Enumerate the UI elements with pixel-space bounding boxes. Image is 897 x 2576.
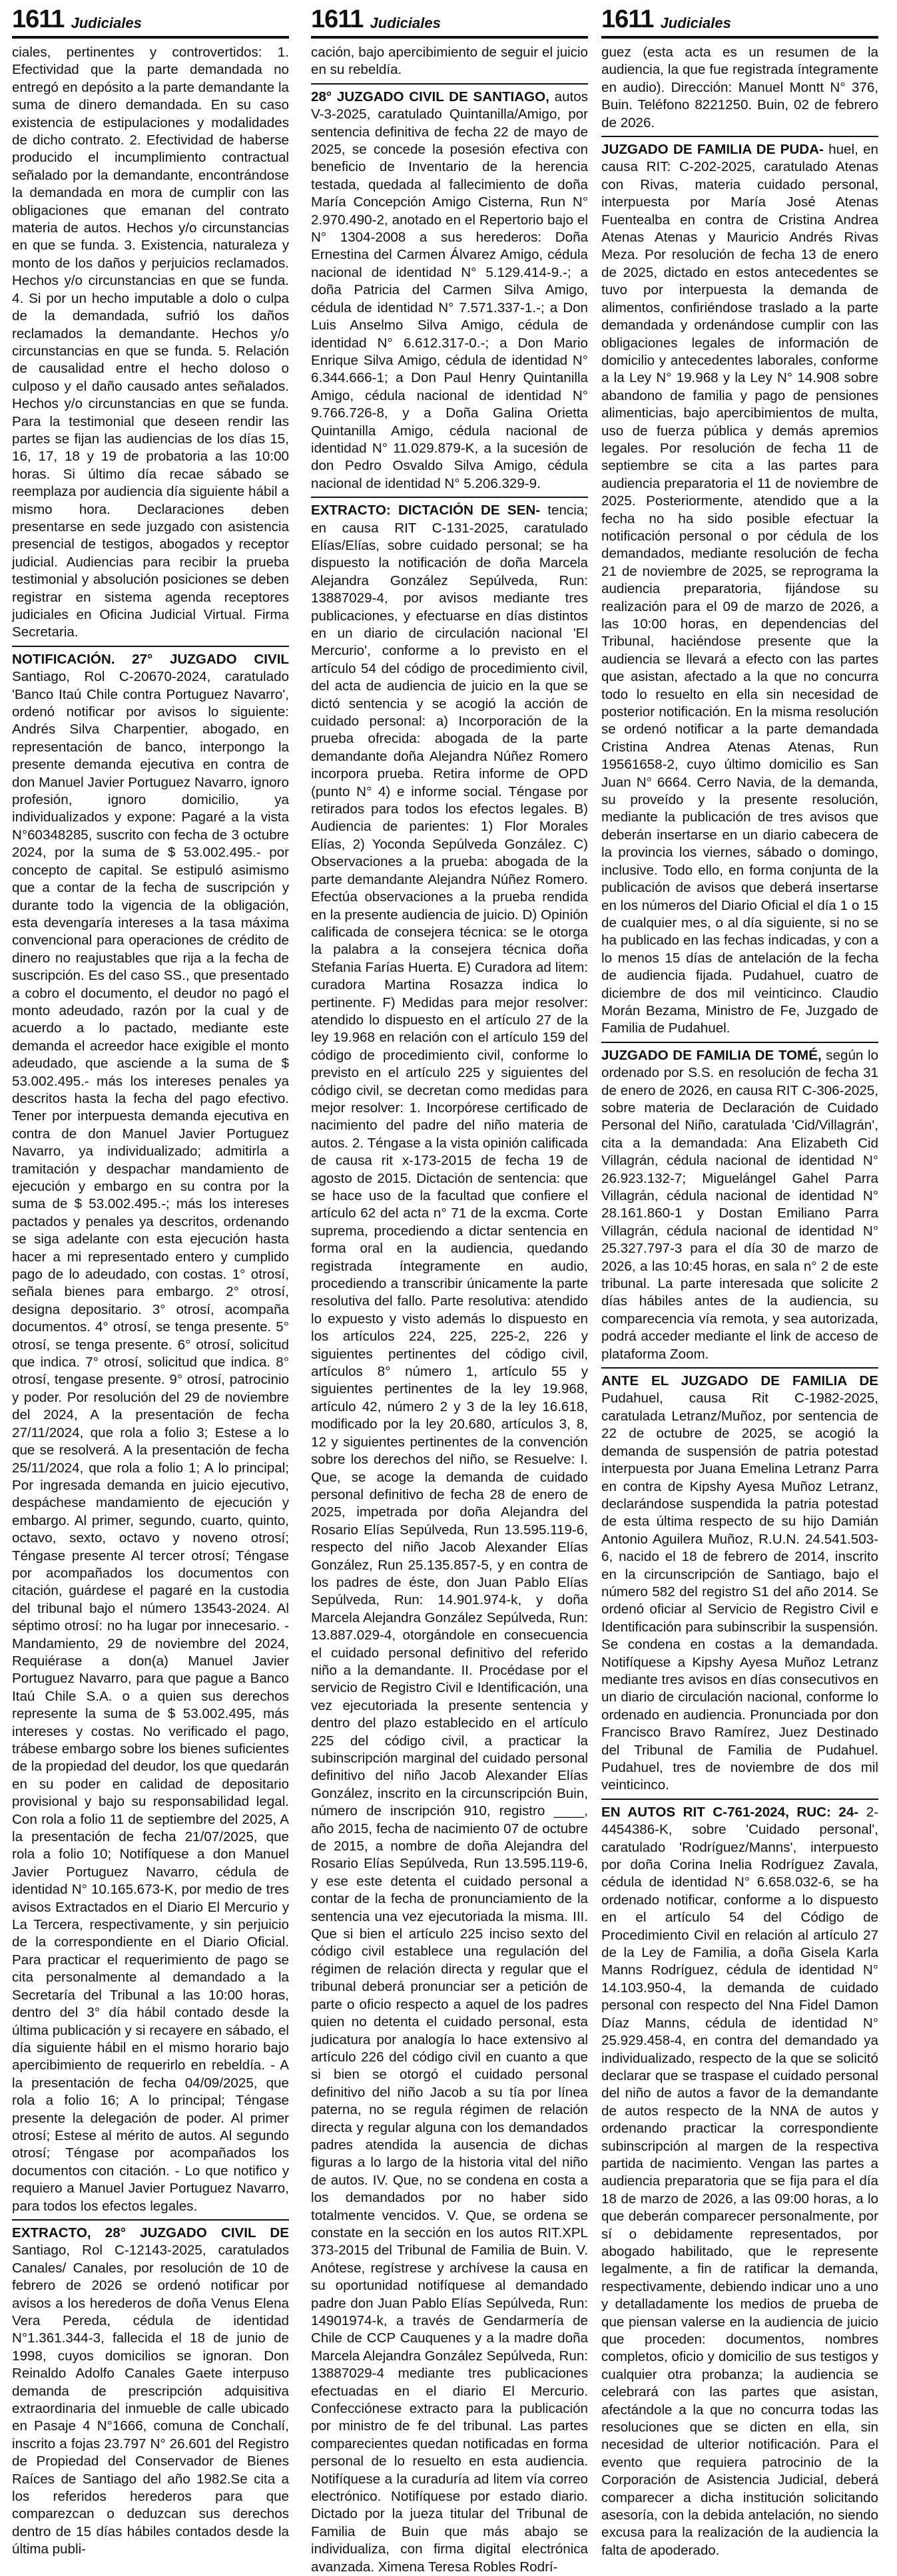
notice-body: 2-4454386-K, sobre 'Cuidado personal', caratulado 'Rodríguez/Manns', interpuesto por doña Corina Inelia Rodríguez Zavala, cédula de identidad N° 6.658.032-6, se ha ordenado notificar, conforme a lo dispuesto en el artículo 54 del Código de Procedimiento Civil en relación al artículo 27 de la Ley de Familia, a doña Gisela Karla Manns Rodríguez, cédula de identidad N° 14.103.950-4, la demanda de cuidado personal con respecto del Nna Fidel Damon Díaz Manns, cédula de identidad N° 25.929.458-4, en contra del demandado ya individualizado, respecto de la que se solicitó declarar que se traspase el cuidado personal del niño de autos a favor de la demandante de autos respecto de la NNA de autos y ordenando practicar la correspondiente subinscripción al margen de la respectiva partida de nacimiento. Vengan las partes a audiencia preparatoria que se fija para el día 18 de marzo de 2026, a las 09:00 horas, a lo que deberán comparecer personalmente, por sí o debidamente representados, por abogado habilitado, que le represente legalmente, a fin de ratificar la demanda, respectivamente, debiendo indicar uno a uno y detalladamente los medios de prueba de que piensan valerse en la audiencia de juicio que proceden: documentos, nombres completos, oficio y domicilio de sus testigos y cualquier otra probanza; la audiencia se celebrará con las partes que asistan, afectándole a la que no concurra todas las resoluciones que se dicten en ella, sin necesidad de ulterior notificación. Para el evento que requiera patrocinio de la Corporación de Asistencia Judicial, deberá comparecer a dicha institución solicitando asesoría, con la debida antelación, no siendo excusa para la realización de la audiencia la falta de apoderado. — [601, 1804, 878, 2558]
divider — [12, 646, 289, 647]
notice-head: JUZGADO DE FAMILIA DE TOMÉ, — [601, 1047, 822, 1063]
divider — [601, 136, 878, 137]
notice — [12, 2225, 289, 2559]
notice-text — [311, 89, 588, 493]
notice-body: huel, en causa RIT: C-202-2025, caratulado Atenas con Rivas, materia cuidado personal, interpuesta por María José Atenas Fuentealba en contra de Cristina Andrea Atenas Atenas y Mauricio Andrés Rivas Meza. Por resolución de fecha 13 de enero de 2025, dictado en estos antecedentes se tuvo por interpuesta la demanda de alimentos, confiriéndose traslado a la parte demandada y ordenándose cumplir con las obligaciones legales de información de domicilio y antecedentes laborales, conforme a la Ley N° 19.968 y la Ley N° 14.908 sobre abandono de familia y pago de pensiones alimenticias, bajo apercibimientos de multa, uso de fuerza pública y demás apremios legales. Por resolución de fecha 11 de septiembre se cita a las partes para audiencia preparatoria el 11 de noviembre de 2025. Posteriormente, atendido que a la fecha no ha sido posible efectuar la notificación personal o por cédula de los demandados, mediante resolución de fecha 21 de noviembre de 2025, se reprograma la audiencia preparatoria, fijándose su realización para el 09 de marzo de 2026, a las 10:00 horas, en dependencias del Tribunal, haciéndose presente que la audiencia se llevará a efecto con las partes que asistan, afectado a la que no concurra todo lo resuelto en ella sin necesidad de posterior notificación. En la misma resolución se ordenó notificar a la parte demandada Cristina Andrea Atenas Atenas, Run 19561658-2, cuyo último domicilio es San Juan N° 6664. Cerro Navia, de la demanda, su proveído y la presente resolución, mediante la publicación de tres avisos que deberán insertarse en un diario cabecera de la provincia los viernes, sábado o domingo, inclusive. Todo ello, en forma conjunta de la publicación de avisos que deberá insertarse en los números del Diario Oficial el día 1 o 15 de cualquier mes, o al día siguiente, si no se ha publicado en las fechas indicadas, y con a lo menos 15 días de antelación de la fecha de audiencia fijada. Pudahuel, cuatro de diciembre de dos mil veinticinco. Claudio Morán Bezama, Ministro de Fe, Juzgado de Familia de Pudahuel. — [601, 142, 878, 1036]
notice-head: EN AUTOS RIT C-761-2024, RUC: 24- — [601, 1804, 859, 1820]
notice-text — [311, 44, 588, 79]
notice-text — [601, 1804, 878, 2559]
column-1 — [12, 0, 289, 2557]
notice-text — [12, 2225, 289, 2559]
notice — [601, 141, 878, 1038]
section-title: Judiciales — [71, 15, 142, 31]
notice-head: 28° JUZGADO CIVIL DE SANTIAGO, — [311, 89, 549, 105]
notice-head: EXTRACTO: DICTACIÓN DE SEN- — [311, 503, 541, 519]
page-number: 1611 — [311, 5, 364, 33]
column-3 — [601, 0, 878, 2558]
page-header — [12, 0, 289, 39]
notice — [12, 44, 289, 642]
section-title: Judiciales — [370, 15, 441, 31]
notice — [601, 1804, 878, 2559]
page-number: 1611 — [12, 5, 65, 33]
notice-text — [601, 1373, 878, 1795]
divider — [601, 1367, 878, 1369]
page-number: 1611 — [601, 5, 654, 33]
notice — [601, 1373, 878, 1795]
notice — [311, 502, 588, 2576]
notice-body: Santiago, Rol C-20670-2024, caratulado 'Banco Itaú Chile contra Portuguez Navarro', ordenó notificar por avisos lo siguiente: Andrés Silva Charpentier, abogado, en representación de banco, interpongo la presente demanda ejecutiva en contra de don Manuel Javier Portuguez Navarro, ignoro profesión, ignoro domicilio, ya individualizados y expone: Pagaré a la vista N°60348285, suscrito con fecha de 3 octubre 2024, por la suma de $ 53.002.495.- por concepto de capital. Se estipuló asimismo que a contar de la fecha de suscripción y durante todo la vigencia de la obligación, esta devengaría intereses a la tasa máxima convencional para operaciones de crédito de dinero no reajustables que rija a la fecha de suscripción. Es del caso SS., que presentado a cobro el documento, el deudor no pagó el monto adeudado, razón por la cual y de acuerdo a lo pactado, mediante este demanda el acreedor hace exigible el monto adeudado, que asciende a la suma de $ 53.002.495.- más los intereses penales ya descritos hasta la fecha del pago efectivo. Tener por interpuesta demanda ejecutiva en contra de don Manuel Javier Portuguez Navarro, ya individualizado; admitirla a tramitación y despachar mandamiento de ejecución y embargo en su contra por la suma de $ 53.002.495.-; más los intereses pactados y penales ya descritos, ordenando se siga adelante con esta ejecución hasta hacer a mi representado entero y cumplido pago de lo adeudado, con costas. 1° otrosí, señala bienes para embargo. 2° otrosí, designa depositario. 3° otrosí, acompaña documentos. 4° otrosí, se tenga presente. 5° otrosí, se tenga presente. 6° otrosí, solicitud que indica. 7° otrosí, solicitud que indica. 8° otrosí, tengase presente. 9° otrosí, patrocinio y poder. Por resolución del 29 de noviembre del 2024, A la presentación de fecha 27/11/2024, que rola a folio 3; Estese a lo que se resolverá. A la presentación de fecha 25/11/2024, que rola a folio 1; A lo principal; Por ingresada demanda en juicio ejecutivo, despáchese mandamiento de ejecución y embargo. Al primer, segundo, cuarto, quinto, octavo, sexto, octavo y noveno otrosí; Téngase presente Al tercer otrosí; Téngase por acompañados los documentos con citación, guárdese el pagaré en la custodia del tribunal bajo el número 13543-2024. Al séptimo otrosí: no ha lugar por innecesario. - Mandamiento, 29 de noviembre del 2024, Requiérase a don(a) Manuel Javier Portuguez Navarro, para que pague a Banco Itaú Chile S.A. o a quien sus derechos represente la suma de $ 53.002.495, más intereses y costas. No verificado el pago, trábese embargo sobre los bienes suficientes de la propiedad del deudor, los que quedarán en su poder en calidad de depositario provisional y bajo su responsabilidad legal. Con rola a folio 11 de septiembre del 2025, A la presentación de fecha 21/07/2025, que rola a folio 10; Notifíquese a don Manuel Javier Portuguez Navarro, cédula de identidad N° 10.165.673-K, por medio de tres avisos Extractados en el Diario El Mercurio y La Tercera, respectivamente, y sin perjuicio de la correspondiente en el Diario Oficial. Para practicar el requerimiento de pago se cita personalmente al demandado a la Secretaría del Tribunal a las 10:00 horas, dentro del 3° día hábil contado desde la última publicación y si recayere en sábado, el día siguiente hábil en el mismo horario bajo apercibimiento de requerirlo en rebeldía. - A la presentación de fecha 04/09/2025, que rola a folio 16; A lo principal; Téngase presente la delegación de poder. Al primer otrosí; Estese al mérito de autos. Al segundo otrosí; Téngase por acompañados los documentos con citación. - Lo que notifico y requiero a Manuel Javier Portuguez Navarro, para todos los efectos legales. — [12, 669, 289, 2214]
divider — [311, 497, 588, 498]
notice-text — [12, 651, 289, 2215]
notice — [601, 1047, 878, 1363]
notice-head: NOTIFICACIÓN. 27° JUZGADO CIVIL — [12, 651, 289, 667]
notice-head: JUZGADO DE FAMILIA DE PUDA- — [601, 142, 824, 158]
notice-head: ANTE EL JUZGADO DE FAMILIA DE — [601, 1373, 878, 1389]
notice — [601, 44, 878, 132]
notice-text — [12, 44, 289, 642]
divider — [311, 83, 588, 85]
notice-head: EXTRACTO, 28° JUZGADO CIVIL DE — [12, 2225, 289, 2241]
divider — [601, 1042, 878, 1043]
notice-body: guez (esta acta es un resumen de la audiencia, la que fue registrada íntegramente en audio). Dirección: Manuel Montt N° 376, Buin. Teléfono 8221250. Buin, 02 de febrero de 2026. — [601, 45, 878, 130]
notice-text — [601, 141, 878, 1038]
divider — [12, 2219, 289, 2221]
section-title: Judiciales — [660, 15, 731, 31]
notice-body: Pudahuel, causa Rit C-1982-2025, caratulada Letranz/Muñoz, por sentencia de 22 de octubre de 2025, se acogió la demanda de suspensión de patria potestad interpuesta por Juana Emelina Letranz Parra en contra de Kipshy Ayesa Muñoz Letranz, declarándose suspendida la patria potestad de esta última respecto de su hijo Damián Antonio Aguilera Muñoz, R.U.N. 24.541.503-6, nacido el 18 de febrero de 2014, inscrito en la circunscripción de Santiago, bajo el número 582 del registro S1 del año 2014. Se ordenó oficiar al Servicio de Registro Civil e Identificación para subinscribir la suspensión. Se condena en costas a la demandada. Notifíquese a Kipshy Ayesa Muñoz Letranz mediante tres avisos en días consecutivos en un diario de circulación nacional, conforme lo ordenado en audiencia. Pronunciada por don Francisco Bravo Ramírez, Juez Destinado del Tribunal de Familia de Pudahuel. Pudahuel, tres de noviembre de dos mil veinticinco. — [601, 1391, 878, 1793]
notice-text — [601, 1047, 878, 1363]
column-2 — [311, 0, 588, 2575]
notice-body: tencia; en causa RIT C-131-2025, caratulado Elías/Elías, sobre cuidado personal; se ha dispuesto la notificación de doña Marcela Alejandra González Sepúlveda, Run: 13887029-4, por avisos mediante tres publicaciones, y efectuarse en días distintos en un diario de circulación nacional 'El Mercurio', conforme a lo previsto en el artículo 54 del código de procedimiento civil, del acta de audiencia de juicio en la que se dictó sentencia y se acogió la acción de cuidado personal: a) Incorporación de la prueba ofrecida: abogada de la parte demandante doña Alejandra Núñez Romero incorpora prueba. Retira informe de OPD (punto N° 4) e informe social. Téngase por retirados para todos los efectos legales. B) Audiencia de parientes: 1) Flor Morales Elías, 2) Yoconda Sepúlveda González. C) Observaciones a la prueba: abogada de la parte demandante Alejandra Núñez Romero. Efectúa observaciones a la prueba rendida en la presente audiencia de juicio. D) Opinión calificada de consejera técnica: se le otorga la palabra a la consejera técnica doña Stefania Farías Huerta. E) Curadora ad litem: curadora Martina Rosazza indica lo pertinente. F) Medidas para mejor resolver: atendido lo dispuesto en el artículo 27 de la ley 19.968 en relación con el artículo 159 del código de procedimiento civil, conforme lo previsto en el artículo 225 y siguientes del código civil, se decretan como medidas para mejor resolver: 1. Incorpórese certificado de nacimiento del padre del niño materia de autos. 2. Téngase a la vista opinión calificada de causa rit x-173-2015 de fecha 19 de agosto de 2015. Dictación de sentencia: que se hace uso de la facultad que confiere el artículo 62 del acta n° 71 de la excma. Corte suprema, procediendo a dictar sentencia en forma oral en la audiencia, quedando registrada íntegramente en audio, procediendo a transcribir únicamente la parte resolutiva del fallo. Parte resolutiva: atendido lo expuesto y visto además lo dispuesto en los artículos 224, 225, 225-2, 226 y siguientes pertinentes del código civil, artículos 8° número 1, artículo 55 y siguientes pertinentes de la ley 19.968, artículo 42, número 2 y 3 de la ley 16.618, modificado por la ley 20.680, artículos 3, 8, 12 y siguientes pertinentes de la convención sobre los derechos del niño, se Resuelve: I. Que, se acoge la demanda de cuidado personal definitivo de fecha 28 de enero de 2025, impetrada por doña Alejandra del Rosario Elías Sepúlveda, Run 13.595.119-6, respecto del niño Jacob Alexander Elías González, Run 25.135.857-5, y en contra de los padres de éste, don Juan Pablo Elías Sepúlveda, Run: 14.901.974-k, y doña Marcela Alejandra González Sepúlveda, Run: 13.887.029-4, otorgándole en consecuencia el cuidado personal definitivo del referido niño a la demandante. II. Procédase por el servicio de Registro Civil e Identificación, una vez ejecutoriada la presente sentencia y dentro del plazo establecido en el artículo 225 del código civil, a practicar la subinscripción marginal del cuidado personal definitivo del niño Jacob Alexander Elías González, inscrito en la circunscripción Buin, número de inscripción 910, registro ____, año 2015, fecha de nacimiento 07 de octubre de 2015, a nombre de doña Alejandra del Rosario Elías Sepúlveda, Run 13.595.119-6, y ese este detenta el cuidado personal a contar de la fecha de pronunciamiento de la sentencia una vez ejecutoriada la misma. III. Que si bien el artículo 225 inciso sexto del código civil establece una regulación del régimen de relación directa y regular que el tribunal deberá pronunciar ser a petición de parte o oficio respecto a aquel de los padres quien no detenta el cuidado personal, esta judicatura por analogía lo hace extensivo al artículo 226 del código civil en cuanto a que si bien se otorgó el cuidado personal definitivo del niño Jacob a su tía por línea paterna, no se regula régimen de relación directa y regular alguna con los demandados padres atendida la ausencia de dichas figuras a lo largo de la historia vital del niño de autos. IV. Que, no se condena en costa a los demandados por no haber sido totalmente vencidos. V. Que, se ordena se constate en la sección en los autos RIT.XPL 373-2015 del Tribunal de Familia de Buin. V. Anótese, regístrese y archívese la causa en su oportunidad notifíquese al demandado padre don Juan Pablo Elías Sepúlveda, Run: 14901974-k, a través de Gendarmería de Chile de CCP Cauquenes y a la madre doña Marcela Alejandra González Sepúlveda, Run: 13887029-4 mediante tres publicaciones efectuadas en el diario El Mercurio. Confecciónese extracto para la publicación por ministro de fe del tribunal. Las partes comparecientes quedan notificadas en forma personal de lo resuelto en esta audiencia. Notifíquese a la curaduría ad litem vía correo electrónico. Notifíquese por estado diario. Dictado por la jueza titular del Tribunal de Familia de Buin que más abajo se individualiza, con firma digital electrónica avanzada. Ximena Teresa Robles Rodrí- — [311, 503, 588, 2575]
notice — [311, 44, 588, 79]
notice — [311, 89, 588, 493]
page-header — [601, 0, 878, 39]
notice-text — [311, 502, 588, 2576]
notice-body: Santiago, Rol C-12143-2025, caratulados Canales/ Canales, por resolución de 10 de febrero de 2026 se ordenó notificar por avisos a los herederos de doña Venus Elena Vera Pereda, cédula de identidad N°1.361.344-3, fallecida el 18 de junio de 1998, cuyos domicilios se ignoran. Don Reinaldo Adolfo Canales Gaete interpuso demanda de prescripción adquisitiva extraordinaria del inmueble de calle ubicado en Pasaje 4 N°1666, comuna de Conchalí, inscrito a fojas 23.797 N° 26.601 del Registro de Propiedad del Conservador de Bienes Raíces de Santiago del año 1982.Se cita a los referidos herederos para que comparezcan o deduzcan sus derechos dentro de 15 días hábiles contados desde la última publi- — [12, 2243, 289, 2557]
notice-body: según lo ordenado por S.S. en resolución de fecha 31 de enero de 2026, en causa RIT C-306-2025, sobre materia de Declaración de Cuidado Personal del Niño, caratulada 'Cid/Villagrán', cita a la demandada: Ana Elizabeth Cid Villagrán, cédula nacional de identidad N° 26.923.132-7; Miguelángel Gahel Parra Villagrán, cédula nacional de identidad N° 28.161.860-1 y Dostan Emiliano Parra Villagrán, cédula nacional de identidad N° 25.327.797-3 para el día 30 de marzo de 2026, a las 10:45 horas, en sala n° 2 de este tribunal. La parte interesada que solicite 2 días hábiles antes de la audiencia, su comparecencia vía remota, y sea autorizada, podrá acceder mediante el link de acceso de plataforma Zoom. — [601, 1047, 878, 1362]
notice-body: autos V-3-2025, caratulado Quintanilla/Amigo, por sentencia definitiva de fecha 22 de mayo de 2025, se concede la posesión efectiva con beneficio de Inventario de la herencia testada, quedada al fallecimiento de doña María Concepción Amigo Cisterna, Run N° 2.970.490-2, anotado en el Repertorio bajo el N° 1304-2008 a sus herederos: Doña Ernestina del Carmen Álvarez Amigo, cédula nacional de identidad N° 5.129.414-9.-; a doña Patricia del Carmen Silva Amigo, cédula de identidad N° 7.571.337-1.-; a Don Luis Anselmo Silva Amigo, cédula de identidad N° 6.612.317-0.-; a Don Mario Enrique Silva Amigo, cédula de identidad N° 6.344.666-1; a Don Paul Henry Quintanilla Amigo, cédula nacional de identidad N° 9.766.726-8, y a Doña Galina Orietta Quintanilla Amigo, cédula nacional de identidad N° 11.029.879-K, a la sucesión de don Pedro Osvaldo Silva Amigo, cédula nacional de identidad N° 5.206.329-9. — [311, 89, 588, 491]
divider — [601, 1799, 878, 1800]
notice — [12, 651, 289, 2215]
notice-body: ciales, pertinentes y controvertidos: 1. Efectividad que la parte demandada no entregó en depósito a la parte demandante la suma de dinero demandada. En su caso existencia de estipulaciones y modalidades de dicho contrato. 2. Efectividad de haberse producido el incumplimiento contractual señalado por la demandante, encontrándose la demandada en mora de cumplir con las obligaciones que emanan del contrato materia de autos. Hechos y/o circunstancias en que se funda. 3. Existencia, naturaleza y monto de los daños y perjuicios reclamados. Hechos y/o circunstancias en que se funda. 4. Si por un hecho imputable a dolo o culpa de la demandada, sufrió los daños reclamados la demandante. Hechos y/o circunstancias en que se funda. 5. Relación de causalidad entre el hecho doloso o culposo y el daño causado antes señalados. Hechos y/o circunstancias en que se funda. Para la testimonial que deseen rendir las partes se fijan las audiencias de los días 15, 16, 17, 18 y 19 de probatoria a las 10:00 horas. Si último día recae sábado se reemplaza por audiencia día siguiente hábil a mismo hora. Declaraciones deben presentarse en sede juzgado con asistencia presencial de testigos, abogados y receptor judicial. Audiencias para recibir la prueba testimonial y absolución posiciones se deben registrar en sistema agenda receptores judiciales en Oficina Judicial Virtual. Firma Secretaria. — [12, 45, 289, 640]
notice-text — [601, 44, 878, 132]
page-header — [311, 0, 588, 39]
notice-body: cación, bajo apercibimiento de seguir el juicio en su rebeldía. — [311, 45, 588, 78]
